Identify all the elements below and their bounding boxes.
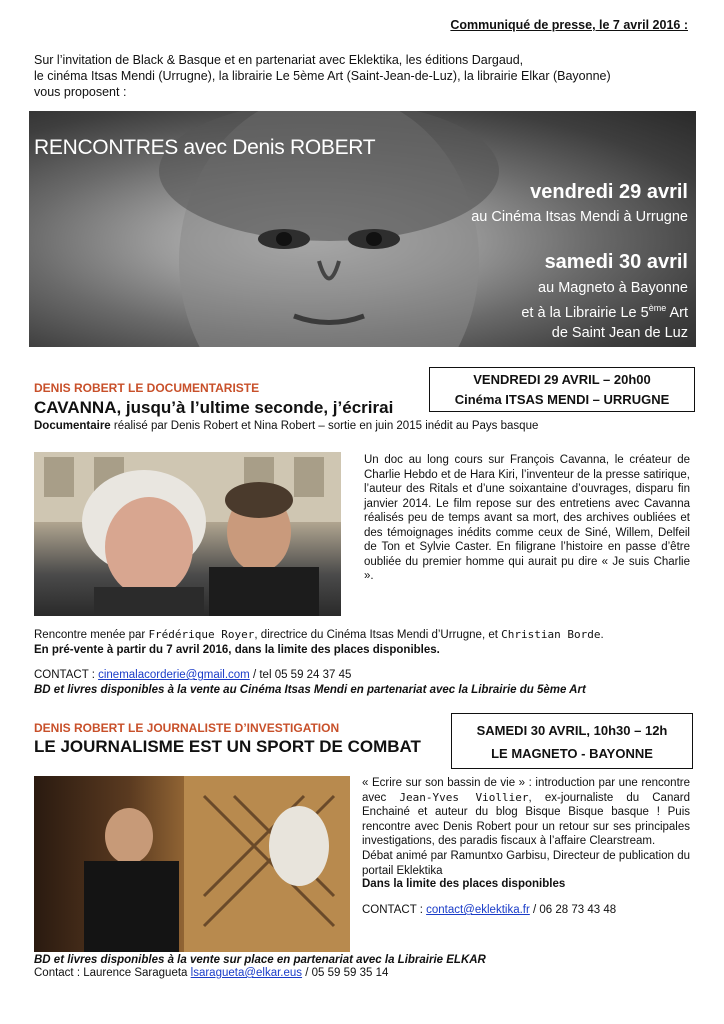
- section1-contact: CONTACT : cinemalacorderie@gmail.com / tel 05 59 24 37 45: [34, 669, 352, 681]
- intro-line-3: vous proposent :: [34, 85, 127, 99]
- section2-elkar-email-link[interactable]: lsaragueta@elkar.eus: [190, 967, 303, 979]
- section1-subtitle: Documentaire réalisé par Denis Robert et Nina Robert – sortie en juin 2015 inédit au Pays basque: [34, 420, 539, 432]
- section1-meeting: Rencontre menée par Frédérique Royer, directrice du Cinéma Itsas Mendi d’Urrugne, et Christian Borde.: [34, 628, 604, 641]
- section2-contact-elkar: Contact : Laurence Saragueta lsaragueta@elkar.eus / 05 59 59 35 14: [34, 967, 389, 979]
- section2-contact: CONTACT : contact@eklektika.fr / 06 28 73 43 48: [362, 904, 617, 916]
- photo2-illustration: [34, 776, 350, 952]
- section2-contact-email-link[interactable]: contact@eklektika.fr: [426, 904, 530, 916]
- section2-label: DENIS ROBERT LE JOURNALISTE D’INVESTIGATION: [34, 721, 340, 735]
- event-place-2-line-2: et à la Librairie Le 5ème Art: [521, 303, 688, 321]
- section2-debate: Débat animé par Ramuntxo Garbisu, Directeur de publication du portail Eklektika: [362, 850, 690, 877]
- section1-box-venue: Cinéma ITSAS MENDI – URRUGNE: [454, 392, 670, 407]
- event-place-2-line-3: de Saint Jean de Luz: [551, 324, 688, 341]
- section2-books-note: BD et livres disponibles à la vente sur place en partenariat avec la Librairie ELKAR: [34, 954, 486, 966]
- section1-presale: En pré-vente à partir du 7 avril 2016, dans la limite des places disponibles.: [34, 644, 440, 656]
- photo-cavanna-robert: [34, 452, 341, 616]
- section2-schedule-box: [451, 713, 693, 769]
- intro-text: [34, 52, 694, 100]
- section1-box-date: VENDREDI 29 AVRIL – 20h00: [473, 372, 651, 387]
- section1-heading: CAVANNA, jusqu’à l’ultime seconde, j’écrirai: [34, 398, 394, 417]
- section2-heading: LE JOURNALISME EST UN SPORT DE COMBAT: [34, 737, 421, 756]
- banner-title: RENCONTRES avec Denis ROBERT: [34, 136, 376, 159]
- section1-label: DENIS ROBERT LE DOCUMENTARISTE: [34, 381, 260, 395]
- intro-line-2: le cinéma Itsas Mendi (Urrugne), la librairie Le 5ème Art (Saint-Jean-de-Luz), la librairie Elkar (Bayonne): [34, 69, 611, 83]
- event-place-2: [521, 278, 688, 343]
- section1-contact-email-link[interactable]: cinemalacorderie@gmail.com: [98, 669, 250, 681]
- photo1-illustration: [34, 452, 341, 616]
- event-place-2-line-1: au Magneto à Bayonne: [538, 280, 688, 296]
- section1-schedule-box: [429, 367, 695, 412]
- section1-description: Un doc au long cours sur François Cavanna, le créateur de Charlie Hebdo et de Hara Kiri, l’inventeur de la presse satirique, l’auteur des Ritals et d’une soixantaine d’ouvrages, disparu fin janvier 2014. Le film repose sur des entretiens avec Cavanna réalisés peu de temps avant sa mort, des archives oubliées et des témoignages inédits comme ceux de Siné, Willem, Delfeil de Ton et Sylvie Caster. En filigrane l’histoire en passe d’être oubliée du premier homme qui aurait pu dire « Je suis Charlie ».: [364, 454, 690, 582]
- section2-description: « Ecrire sur son bassin de vie » : introduction par une rencontre avec Jean-Yves Viollier, ex-journaliste du Canard Enchainé et auteur du blog Bisque Bisque basque ! Puis rencontre avec Denis Robert pour un retour sur ses principales investigations, des paradis fiscaux à l’affaire Clearstream.: [362, 777, 690, 847]
- section2-box-date: SAMEDI 30 AVRIL, 10h30 – 12h: [476, 723, 668, 738]
- event-date-2: samedi 30 avril: [544, 251, 688, 273]
- section2-limit: Dans la limite des places disponibles: [362, 878, 566, 890]
- event-place-1: au Cinéma Itsas Mendi à Urrugne: [471, 209, 688, 225]
- press-release-date: Communiqué de presse, le 7 avril 2016 :: [450, 18, 688, 32]
- intro-line-1: Sur l’invitation de Black & Basque et en partenariat avec Eklektika, les éditions Dargaud,: [34, 53, 524, 67]
- section1-books-note: BD et livres disponibles à la vente au Cinéma Itsas Mendi en partenariat avec la Librairie du 5ème Art: [34, 684, 586, 696]
- section2-box-venue: LE MAGNETO - BAYONNE: [491, 746, 653, 761]
- photo-denis-robert-doorway: [34, 776, 350, 952]
- event-date-1: vendredi 29 avril: [530, 181, 688, 203]
